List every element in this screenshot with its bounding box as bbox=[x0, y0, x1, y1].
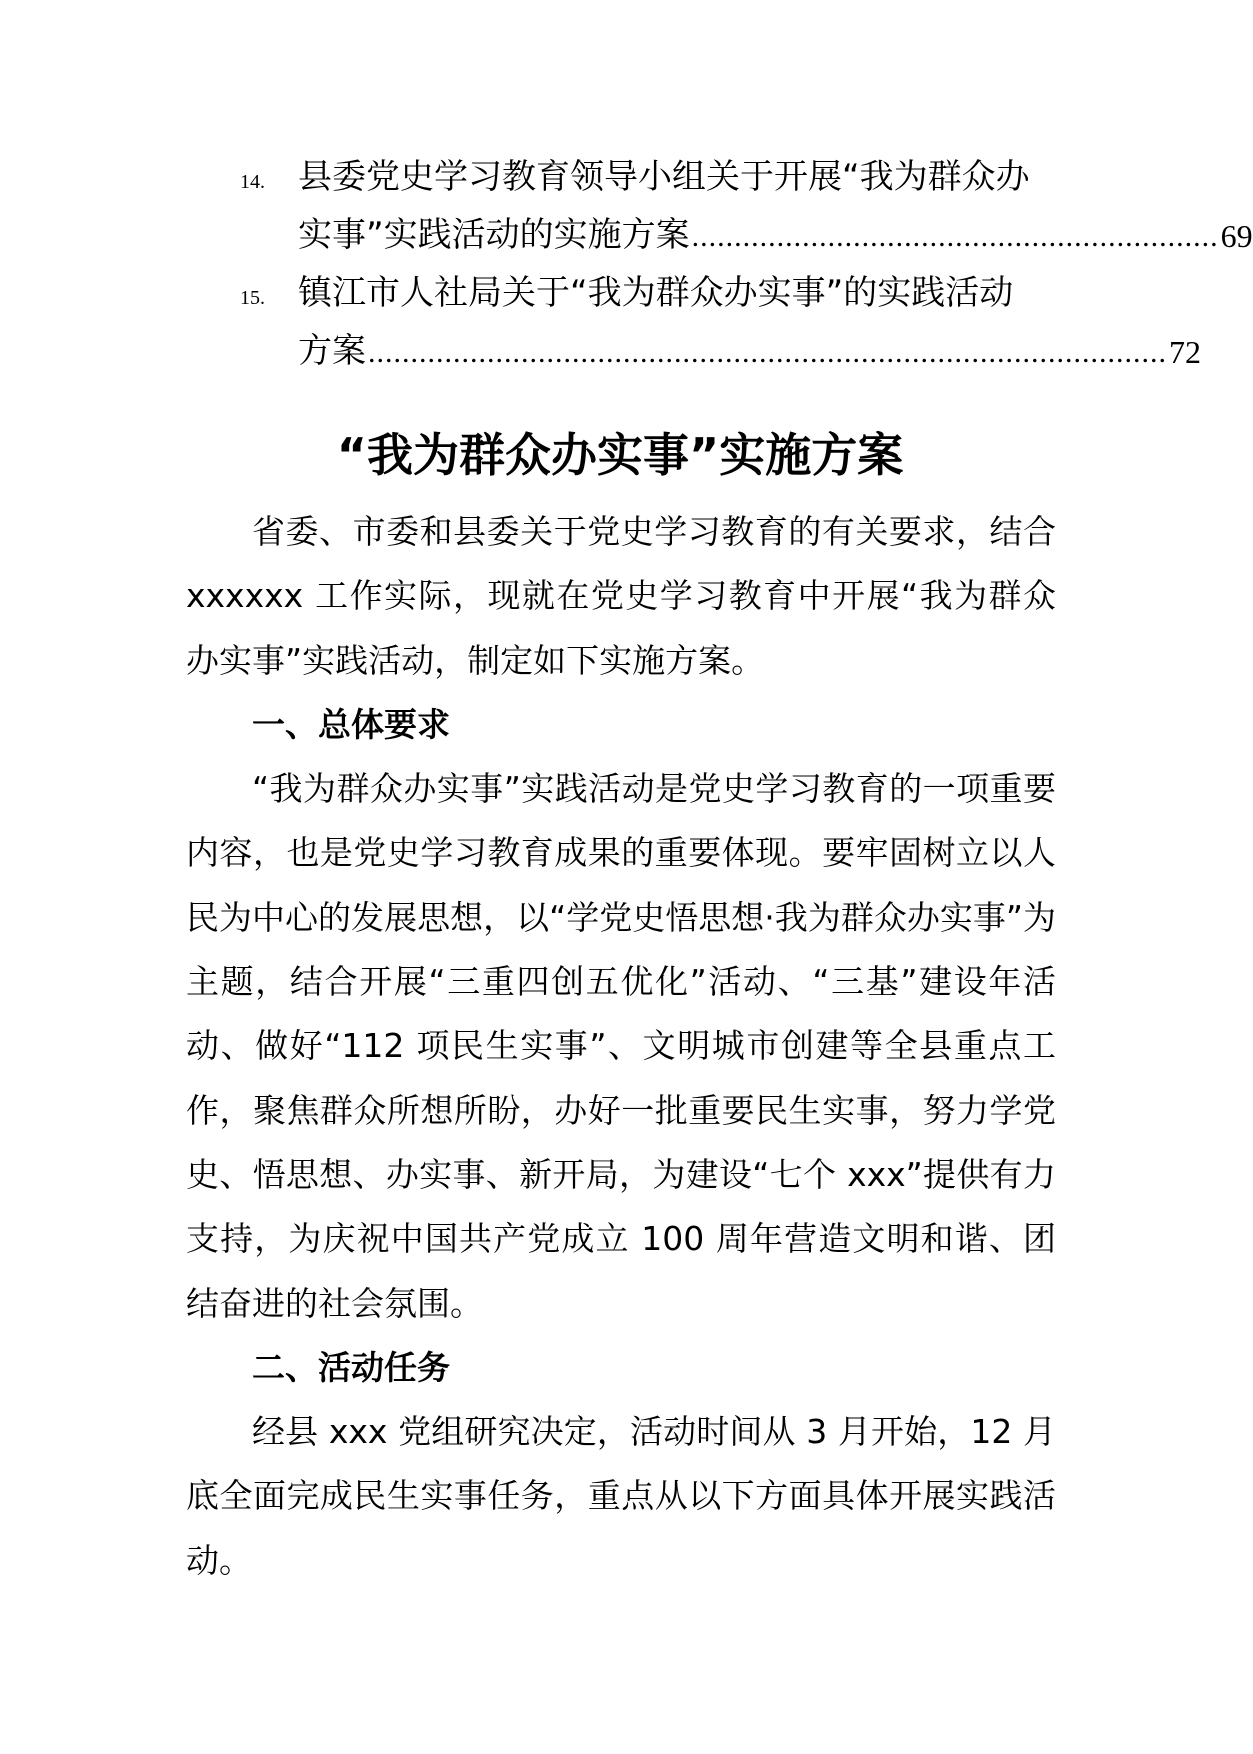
toc-dot-leader: .............................................................. bbox=[691, 220, 1219, 253]
intro-paragraph: 省委、市委和县委关于党史学习教育的有关要求，结合 xxxxxx 工作实际，现就在党史学习教育中开展“我为群众办实事”实践活动，制定如下实施方案。 bbox=[186, 512, 1056, 680]
toc-page-number: 69 bbox=[1220, 218, 1253, 254]
section-1-paragraph: “我为群众办实事”实践活动是党史学习教育的一项重要内容，也是党史学习教育成果的重要体现。要牢固树立以人民为中心的发展思想，以“学党史悟思想·我为群众办实事”为主题，结合开展“三重四创五优化”活动、“三基”建设年活动、做好“112 项民生实事”、文明城市创建等全县重点工作，聚焦群众所想所盼，办好一批重要民生实事，努力学党史、悟思想、办实事、新开局，为建设“七个 xxx”提供有力支持，为庆祝中国共产党成立 100 周年营造文明和谐、团结奋进的社会氛围。 bbox=[186, 769, 1056, 1323]
section-heading-2: 二、活动任务 bbox=[252, 1347, 450, 1387]
toc-entry-number: 15. bbox=[240, 287, 265, 309]
toc-page-number: 72 bbox=[1169, 334, 1201, 370]
toc-entry-title: 镇江市人社局关于“我为群众办实事”的实践活动 bbox=[298, 273, 1014, 313]
section-2-paragraph: 经县 xxx 党组研究决定，活动时间从 3 月开始，12 月底全面完成民生实事任务，重点从以下方面具体开展实践活动。 bbox=[186, 1412, 1056, 1580]
document-title: “我为群众办实事”实施方案 bbox=[336, 428, 904, 482]
section-heading-1: 一、总体要求 bbox=[252, 704, 450, 744]
toc-entry-title-cont: 实事”实践活动的实施方案 bbox=[298, 215, 690, 255]
toc-entry-title-cont: 方案 bbox=[298, 331, 366, 371]
toc-dot-leader: .............................................................................................. bbox=[368, 336, 1167, 369]
toc-entry-15-continuation bbox=[298, 331, 1201, 371]
toc-entry-title: 县委党史学习教育领导小组关于开展“我为群众办 bbox=[298, 157, 1030, 197]
document-body bbox=[186, 500, 1056, 1593]
toc-entry-14-continuation bbox=[298, 215, 1253, 255]
toc-entry-number: 14. bbox=[240, 171, 265, 193]
